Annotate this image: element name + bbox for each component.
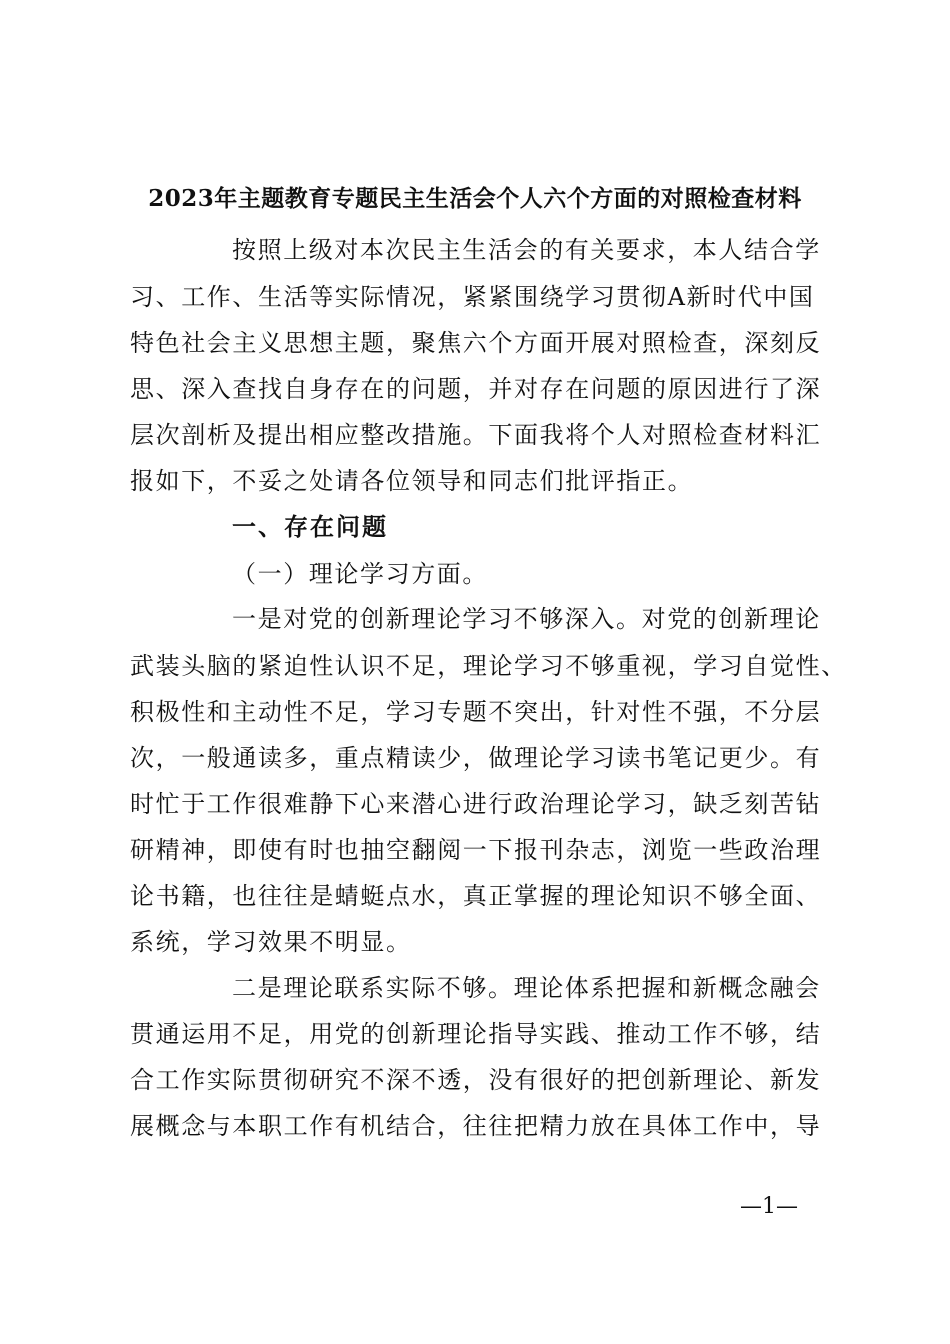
- paragraph-line: 合工作实际贯彻研究不深不透，没有很好的把创新理论、新发: [130, 1066, 822, 1094]
- paragraph-line: 武装头脑的紧迫性认识不足，理论学习不够重视，学习自觉性、: [130, 652, 847, 680]
- paragraph-line: 习、工作、生活等实际情况，紧紧围绕学习贯彻A新时代中国: [130, 283, 815, 311]
- paragraph-line: 贯通运用不足，用党的创新理论指导实践、推动工作不够，结: [130, 1020, 822, 1048]
- section-heading: 一、存在问题: [232, 513, 388, 541]
- paragraph-line: 报如下，不妥之处请各位领导和同志们批评指正。: [130, 467, 694, 495]
- paragraph-line: 论书籍，也往往是蜻蜓点水，真正掌握的理论知识不够全面、: [130, 882, 822, 910]
- paragraph-line: 时忙于工作很难静下心来潜心进行政治理论学习，缺乏刻苦钻: [130, 790, 822, 818]
- paragraph-line: 展概念与本职工作有机结合，往往把精力放在具体工作中，导: [130, 1112, 822, 1140]
- paragraph-line: 层次剖析及提出相应整改措施。下面我将个人对照检查材料汇: [130, 421, 822, 449]
- paragraph-line: 系统，学习效果不明显。: [130, 928, 412, 956]
- paragraph-line: 次，一般通读多，重点精读少，做理论学习读书笔记更少。有: [130, 744, 822, 772]
- paragraph-line: 思、深入查找自身存在的问题，并对存在问题的原因进行了深: [130, 375, 822, 403]
- page-number: —1—: [740, 1194, 798, 1219]
- paragraph-line: 特色社会主义思想主题，聚焦六个方面开展对照检查，深刻反: [130, 329, 822, 357]
- paragraph-line: 研精神，即使有时也抽空翻阅一下报刊杂志，浏览一些政治理: [130, 836, 822, 864]
- paragraph-line: 按照上级对本次民主生活会的有关要求，本人结合学: [232, 236, 821, 264]
- paragraph-line: 一是对党的创新理论学习不够深入。对党的创新理论: [232, 605, 821, 633]
- paragraph-line: 二是理论联系实际不够。理论体系把握和新概念融会: [232, 974, 821, 1002]
- subsection-heading: （一）理论学习方面。: [232, 560, 488, 588]
- paragraph-line: 积极性和主动性不足，学习专题不突出，针对性不强，不分层: [130, 698, 822, 726]
- document-title: 2023年主题教育专题民主生活会个人六个方面的对照检查材料: [148, 185, 802, 212]
